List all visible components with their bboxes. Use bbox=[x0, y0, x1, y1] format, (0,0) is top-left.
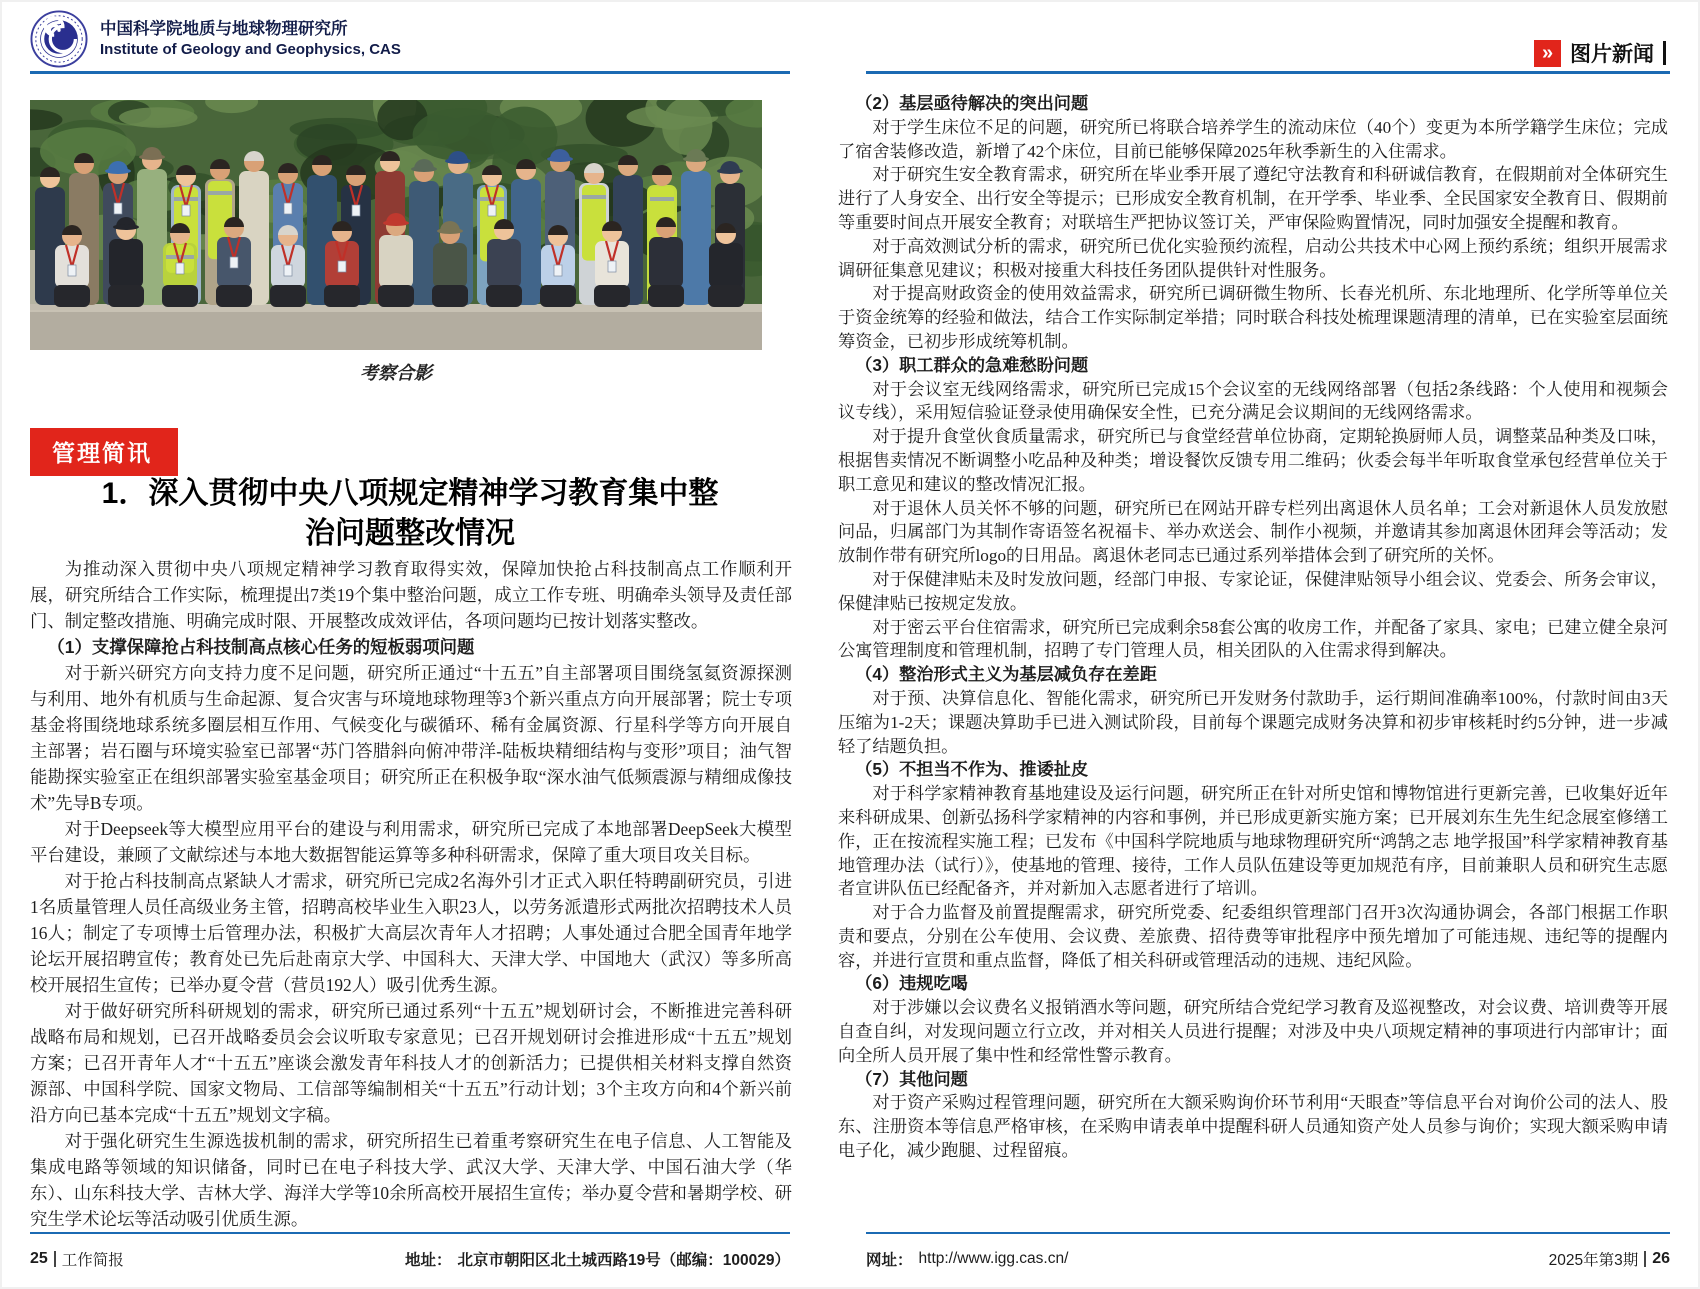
body-paragraph: 对于密云平台住宿需求，研究所已完成剩余58套公寓的收房工作，并配备了家具、家电；已建立健全泉河公寓管理制度和管理机制，招聘了专门管理人员，相关团队的入住需求得到解决。 bbox=[838, 617, 1668, 661]
section-heading: （5）不担当不作为、推诿扯皮 bbox=[855, 759, 1089, 780]
body-paragraph: 对于高效测试分析的需求，研究所已优化实验预约流程，启动公共技术中心网上预约系统；组织开展需求调研征集意见建议；积极对接重大科技任务团队提供针对性服务。 bbox=[838, 236, 1668, 280]
group-photo bbox=[30, 100, 762, 350]
footer-divider bbox=[1644, 1251, 1646, 1267]
section-heading: （7）其他问题 bbox=[855, 1068, 968, 1089]
body-paragraph: 对于研究生安全教育需求，研究所在毕业季开展了遵纪守法教育和科研诚信教育，在假期前对全体研究生进行了人身安全、出行安全等提示；已形成安全教育机制，在开学季、毕业季、全民国家安全教育日、假期前等重要时间点开展安全教育；对联培生严把协议签订关，严审保险购置情况，同时加强安全提醒和教育。 bbox=[838, 165, 1668, 232]
page-number-left: 25 bbox=[30, 1250, 48, 1267]
section-heading: （1）支撑保障抢占科技制高点核心任务的短板弱项问题 bbox=[47, 637, 475, 657]
address-value: 北京市朝阳区北土城西路19号（邮编：100029） bbox=[457, 1252, 790, 1269]
body-paragraph: 对于做好研究所科研规划的需求，研究所已通过系列“十五五”规划研讨会，不断推进完善科研战略布局和规划，已召开战略委员会会议听取专家意见；已召开规划研讨会推进形成“十五五”规划方案；已召开青年人才“十五五”座谈会激发青年科技人才的创新活力；已提供相关材料支撑自然资源部、中国科学院、国家文物局、工信部等编制相关“十五五”行动计划；3个主攻方向和4个新兴前沿方向已基本完成“十五五”规划文字稿。 bbox=[30, 1001, 792, 1125]
section-heading: （3）职工群众的急难愁盼问题 bbox=[855, 354, 1089, 375]
article-title bbox=[30, 474, 790, 554]
institute-logo-icon bbox=[30, 10, 88, 68]
issue-label: 2025年第3期 bbox=[1548, 1252, 1639, 1269]
body-paragraph: 对于合力监督及前置提醒需求，研究所党委、纪委组织管理部门召开3次沟通协调会，各部门根据工作职责和要点，分别在公车使用、会议费、差旅费、招待费等审批程序中预先增加了可能违规、违纪等的提醒内容，并进行宣贯和重点监督，降低了相关科研或管理活动的违规、违纪风险。 bbox=[838, 903, 1668, 970]
left-column-body bbox=[30, 556, 792, 1232]
section-heading: （2）基层亟待解决的突出问题 bbox=[855, 93, 1089, 113]
section-heading: （4）整治形式主义为基层减负存在差距 bbox=[855, 664, 1157, 685]
org-name-en: Institute of Geology and Geophysics, CAS bbox=[100, 41, 401, 58]
section-badge: 管理简讯 bbox=[30, 428, 178, 476]
header-left bbox=[30, 10, 401, 68]
photo-caption: 考察合影 bbox=[360, 363, 432, 383]
body-paragraph: 对于强化研究生生源选拔机制的需求，研究所招生已着重考察研究生在电子信息、人工智能及集成电路等领域的知识储备，同时已在电子科技大学、武汉大学、天津大学、中国石油大学（华东）、山东科技大学、吉林大学、海洋大学等10余所高校开展招生宣传；举办夏令营和暑期学校、研究生学术论坛等活动吸引优质生源。 bbox=[30, 1131, 792, 1229]
header-right bbox=[1534, 38, 1666, 68]
footer-left bbox=[30, 1248, 790, 1270]
footer-right bbox=[866, 1248, 1670, 1270]
url-label: 网址： bbox=[866, 1252, 913, 1269]
body-paragraph: 对于Deepseek等大模型应用平台的建设与利用需求，研究所已完成了本地部署DeepSeek大模型平台建设，兼顾了文献综述与本地大数据智能运算等多种科研需求，保障了重大项目攻关目标。 bbox=[30, 819, 792, 865]
org-name-cn: 中国科学院地质与地球物理研究所 bbox=[100, 19, 348, 38]
body-paragraph: 为推动深入贯彻中央八项规定精神学习教育取得实效，保障加快抢占科技制高点工作顺利开展，研究所结合工作实际，梳理提出7类19个集中整治问题，成立工作专班、明确牵头领导及责任部门、制定整改措施、明确完成时限、开展整改成效评估，各项问题均已按计划落实整改。 bbox=[30, 559, 792, 631]
chevrons-icon: » bbox=[1534, 40, 1561, 67]
footer-rule-right bbox=[866, 1232, 1670, 1234]
body-paragraph: 对于退休人员关怀不够的问题，研究所已在网站开辟专栏列出离退休人员名单；工会对新退休人员发放慰问品，归属部门为其制作寄语签名祝福卡、举办欢送会、制作小视频，并邀请其参加离退休团拜会等活动；发放制作带有研究所logo的日用品。离退休老同志已通过系列举措体会到了研究所的关怀。 bbox=[838, 498, 1668, 566]
article-title-line1: 1．深入贯彻中央八项规定精神学习教育集中整 bbox=[101, 477, 719, 510]
body-paragraph: 对于资产采购过程管理问题，研究所在大额采购询价环节利用“天眼查”等信息平台对询价公司的法人、股东、注册资本等信息严格审核，在采购申请表单中提醒科研人员通知资产处人员参与询价；实现大额采购申请电子化，减少跑腿、过程留痕。 bbox=[838, 1093, 1668, 1161]
article-title-line2: 治问题整改情况 bbox=[305, 516, 515, 550]
body-paragraph: 对于保健津贴未及时发放问题，经部门申报、专家论证，保健津贴领导小组会议、党委会、所务会审议，保健津贴已按规定发放。 bbox=[838, 569, 1668, 613]
header-rule-left bbox=[30, 71, 790, 74]
section-label: 图片新闻 bbox=[1570, 43, 1654, 66]
right-column-body bbox=[838, 92, 1668, 1163]
footer-divider bbox=[54, 1251, 56, 1267]
body-paragraph: 对于抢占科技制高点紧缺人才需求，研究所已完成2名海外引才正式入职任特聘副研究员，引进1名质量管理人员任高级业务主管，招聘高校毕业生入职23人，以劳务派遣形式两批次招聘技术人员16人；制定了专项博士后管理办法，积极扩大高层次青年人才招聘；人事处通过合肥全国青年地学论坛开展招聘宣传；教育处已先后赴南京大学、中国科大、天津大学、中国地大（武汉）等多所高校开展招生宣传；已举办夏令营（营员192人）吸引优秀生源。 bbox=[30, 871, 792, 995]
label-divider bbox=[1663, 41, 1666, 65]
crowd-illustration bbox=[30, 100, 762, 350]
body-paragraph: 对于新兴研究方向支持力度不足问题，研究所正通过“十五五”自主部署项目围绕氢氦资源探测与利用、地外有机质与生命起源、复合灾害与环境地球物理等3个新兴重点方向开展部署；院士专项基金将围绕地球系统多圈层相互作用、气候变化与碳循环、稀有金属资源、行星科学等方向开展自主部署；岩石圈与环境实验室已部署“苏门答腊斜向俯冲带洋-陆板块精细结构与变形”项目；油气智能勘探实验室正在组织部署实验室基金项目；研究所正在积极争取“深水油气低频震源与精细成像技术”先导B专项。 bbox=[30, 663, 792, 813]
body-paragraph: 对于科学家精神教育基地建设及运行问题，研究所正在针对所史馆和博物馆进行更新完善，已收集好近年来科研成果、创新弘扬科学家精神的内容和事例，并已形成更新实施方案；已开展刘东生先生纪念展室修缮工作，正在按流程实施工程；已发布《中国科学院地质与地球物理研究所“鸿鹄之志 地学报国”科学家精神教育基地管理办法（试行）》，使基地的管理、接待，工作人员队伍建设等更加规范有序，目前兼职人员和研究生志愿者宣讲队伍已经配备齐，并对新加入志愿者进行了培训。 bbox=[838, 784, 1668, 899]
website-link[interactable]: http://www.igg.cas.cn/ bbox=[918, 1250, 1069, 1267]
body-paragraph: 对于提高财政资金的使用效益需求，研究所已调研微生物所、长春光机所、东北地理所、化学所等单位关于资金统筹的经验和做法，结合工作实际制定举措；同时联合科技处梳理课题清理的清单，已在实验室层面统筹资金，已初步形成统筹机制。 bbox=[838, 284, 1668, 351]
page-number-right: 26 bbox=[1652, 1250, 1670, 1267]
body-paragraph: 对于学生床位不足的问题，研究所已将联合培养学生的流动床位（40个）变更为本所学籍学生床位；完成了宿舍装修改造，新增了42个床位，目前已能够保障2025年秋季新生的入住需求。 bbox=[838, 117, 1668, 161]
body-paragraph: 对于预、决算信息化、智能化需求，研究所已开发财务付款助手，运行期间准确率100%，付款时间由3天压缩为1-2天；课题决算助手已进入测试阶段，目前每个课题完成财务决算和初步审核耗时约5分钟，进一步减轻了结题负担。 bbox=[838, 688, 1668, 756]
body-paragraph: 对于提升食堂伙食质量需求，研究所已与食堂经营单位协商，定期轮换厨师人员，调整菜品种类及口味，根据售卖情况不断调整小吃品种及种类；增设餐饮反馈专用二维码；伙委会每半年听取食堂承包经营单位关于职工意见和建议的整改情况汇报。 bbox=[838, 427, 1668, 494]
body-paragraph: 对于涉嫌以会议费名义报销酒水等问题，研究所结合党纪学习教育及巡视整改，对会议费、培训费等开展自查自纠，对发现问题立行立改，并对相关人员进行提醒；对涉及中央八项规定精神的事项进行内部审计；面向全所人员开展了集中性和经常性警示教育。 bbox=[838, 998, 1668, 1065]
section-heading: （6）违规吃喝 bbox=[855, 973, 968, 994]
body-paragraph: 对于会议室无线网络需求，研究所已完成15个会议室的无线网络部署（包括2条线路：个人使用和视频会议专线），采用短信验证登录使用确保安全性，已充分满足会议期间的无线网络需求。 bbox=[838, 379, 1668, 423]
footer-rule-left bbox=[30, 1232, 790, 1234]
address-label: 地址： bbox=[405, 1252, 452, 1269]
publication-name: 工作简报 bbox=[61, 1252, 124, 1269]
header-rule-right bbox=[866, 71, 1670, 74]
